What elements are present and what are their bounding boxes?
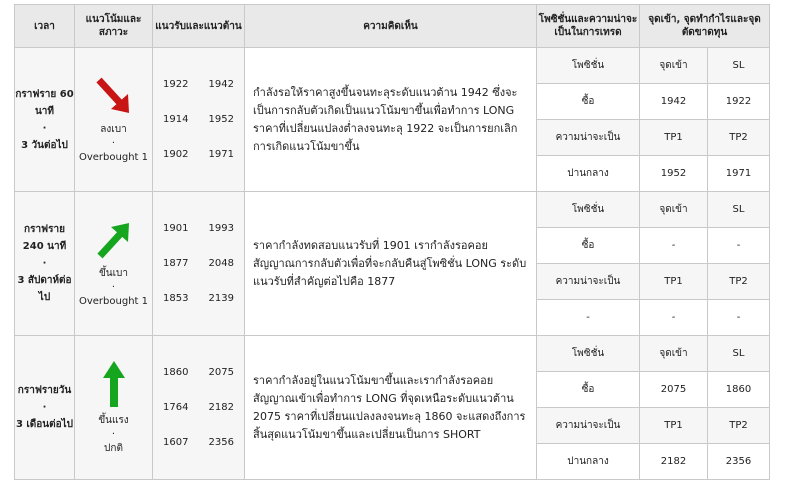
row-1 — [15, 192, 770, 228]
header-entry: จุดเข้า, จุดทำกำไรและจุดตัดขาดทุน — [640, 5, 770, 48]
trend-cell — [75, 48, 153, 192]
horizon-label: 3 วันต่อไป — [21, 139, 68, 151]
grid-cell: TP2 — [708, 120, 770, 156]
separator-dot: · — [111, 137, 116, 149]
resistance-value: 2048 — [208, 258, 234, 269]
grid-cell: - — [537, 300, 640, 336]
grid-cell: 1922 — [708, 84, 770, 120]
levels-cell — [153, 336, 245, 480]
grid-cell: 2356 — [708, 444, 770, 480]
support-value: 1901 — [163, 223, 189, 234]
condition-label: ปกติ — [104, 442, 123, 454]
grid-cell: 2075 — [640, 372, 708, 408]
levels-cell — [153, 192, 245, 336]
grid-cell: SL — [708, 192, 770, 228]
grid-cell: SL — [708, 48, 770, 84]
level-pair — [153, 281, 244, 316]
grid-cell: TP1 — [640, 264, 708, 300]
header-trend: แนวโน้มและสภาวะ — [75, 5, 153, 48]
row-2 — [15, 336, 770, 372]
horizon-label: 3 เดือนต่อไป — [15, 419, 74, 430]
timeframe-label: กราฟราย 240 นาที — [22, 224, 67, 252]
level-pair — [153, 246, 244, 281]
resistance-value: 2356 — [208, 437, 234, 448]
up-arrow — [75, 360, 152, 408]
grid-cell: - — [708, 228, 770, 264]
separator-dot: · — [42, 402, 47, 413]
separator-dot: · — [111, 281, 116, 293]
level-pair — [153, 67, 244, 102]
row-0 — [15, 48, 770, 84]
resistance-value: 1952 — [208, 114, 234, 125]
condition-label: Overbought 1 — [78, 151, 148, 163]
level-pair — [153, 425, 244, 460]
support-value: 1877 — [163, 258, 189, 269]
grid-cell: - — [640, 228, 708, 264]
support-value: 1860 — [163, 367, 189, 378]
header-comment: ความคิดเห็น — [245, 5, 537, 48]
timeframe-cell — [15, 336, 75, 480]
down-right-arrow — [75, 75, 152, 117]
support-value: 1607 — [163, 437, 189, 448]
up-right-arrow — [75, 219, 152, 261]
timeframe-cell — [15, 192, 75, 336]
grid-cell: ความน่าจะเป็น — [537, 264, 640, 300]
grid-cell: TP1 — [640, 120, 708, 156]
support-value: 1853 — [163, 293, 189, 304]
grid-cell: 1952 — [640, 156, 708, 192]
header-time: เวลา — [15, 5, 75, 48]
header-row — [15, 5, 770, 48]
support-value: 1764 — [163, 402, 189, 413]
separator-dot: · — [42, 258, 47, 269]
level-pair — [153, 211, 244, 246]
resistance-value: 2182 — [208, 402, 234, 413]
grid-cell: ปานกลาง — [537, 156, 640, 192]
grid-cell: ความน่าจะเป็น — [537, 408, 640, 444]
comment-cell: กำลังรอให้ราคาสูงขึ้นจนทะลุระดับแนวต้าน 1942 ซึ่งจะเป็นการกลับตัวเกิดเป็นแนวโน้มขาขึ้นเพื่อทำการ LONG ราคาที่เปลี่ยนแปลงต่ำลงจนทะลุ 1922 จะเป็นการยกเลิกการเกิดแนวโน้มขาขึ้น — [245, 48, 537, 192]
condition-label: Overbought 1 — [78, 295, 148, 307]
grid-cell: 2182 — [640, 444, 708, 480]
timeframe-label: กราฟราย 60 นาที — [15, 88, 74, 117]
resistance-value: 2075 — [208, 367, 234, 378]
trend-label: ลงเบา — [100, 123, 127, 135]
level-pair — [153, 137, 244, 172]
grid-cell: 1971 — [708, 156, 770, 192]
grid-cell: โพซิชั่น — [537, 192, 640, 228]
separator-dot: · — [42, 122, 47, 134]
trend-cell — [75, 192, 153, 336]
level-pair — [153, 102, 244, 137]
grid-cell: ความน่าจะเป็น — [537, 120, 640, 156]
grid-cell: โพซิชั่น — [537, 336, 640, 372]
resistance-value: 1993 — [208, 223, 234, 234]
comment-cell: ราคากำลังทดสอบแนวรับที่ 1901 เรากำลังรอคอยสัญญาณการกลับตัวเพื่อที่จะกลับคืนสู่โพซิชั่น LONG ระดับแนวรับที่สำคัญต่อไปคือ 1877 — [245, 192, 537, 336]
trend-cell — [75, 336, 153, 480]
header-position: โพซิชั่นและความน่าจะเป็นในการเทรด — [537, 5, 640, 48]
trend-label: ขึ้นเบา — [98, 267, 129, 279]
grid-cell: TP1 — [640, 408, 708, 444]
grid-cell: จุดเข้า — [640, 336, 708, 372]
header-levels: แนวรับและแนวต้าน — [153, 5, 245, 48]
grid-cell: จุดเข้า — [640, 192, 708, 228]
grid-cell: SL — [708, 336, 770, 372]
separator-dot: · — [111, 428, 116, 440]
resistance-value: 1971 — [208, 149, 234, 160]
resistance-value: 1942 — [208, 79, 234, 90]
grid-cell: 1942 — [640, 84, 708, 120]
analysis-table — [14, 4, 770, 480]
level-pair — [153, 390, 244, 425]
grid-cell: ซื้อ — [537, 228, 640, 264]
timeframe-cell — [15, 48, 75, 192]
levels-cell — [153, 48, 245, 192]
support-value: 1914 — [163, 114, 189, 125]
resistance-value: 2139 — [208, 293, 234, 304]
support-value: 1922 — [163, 79, 189, 90]
level-pair — [153, 355, 244, 390]
grid-cell: จุดเข้า — [640, 48, 708, 84]
support-value: 1902 — [163, 149, 189, 160]
grid-cell: - — [640, 300, 708, 336]
comment-cell: ราคากำลังอยู่ในแนวโน้มขาขึ้นและเรากำลังรอคอยสัญญาณเข้าเพื่อทำการ LONG ที่จุดเหนือระดับแนวต้าน 2075 ราคาที่เปลี่ยนแปลงลงจนทะลุ 1860 จะแสดงถึงการสิ้นสุดแนวโน้มขาขึ้นและเปลี่ยนเป็นการ SHORT — [245, 336, 537, 480]
grid-cell: ซื้อ — [537, 372, 640, 408]
trend-label: ขึ้นแรง — [98, 414, 129, 426]
grid-cell: โพซิชั่น — [537, 48, 640, 84]
grid-cell: TP2 — [708, 264, 770, 300]
horizon-label: 3 สัปดาห์ต่อไป — [17, 275, 72, 303]
grid-cell: ซื้อ — [537, 84, 640, 120]
grid-cell: - — [708, 300, 770, 336]
grid-cell: TP2 — [708, 408, 770, 444]
timeframe-label: กราฟรายวัน — [17, 385, 72, 396]
grid-cell: 1860 — [708, 372, 770, 408]
grid-cell: ปานกลาง — [537, 444, 640, 480]
